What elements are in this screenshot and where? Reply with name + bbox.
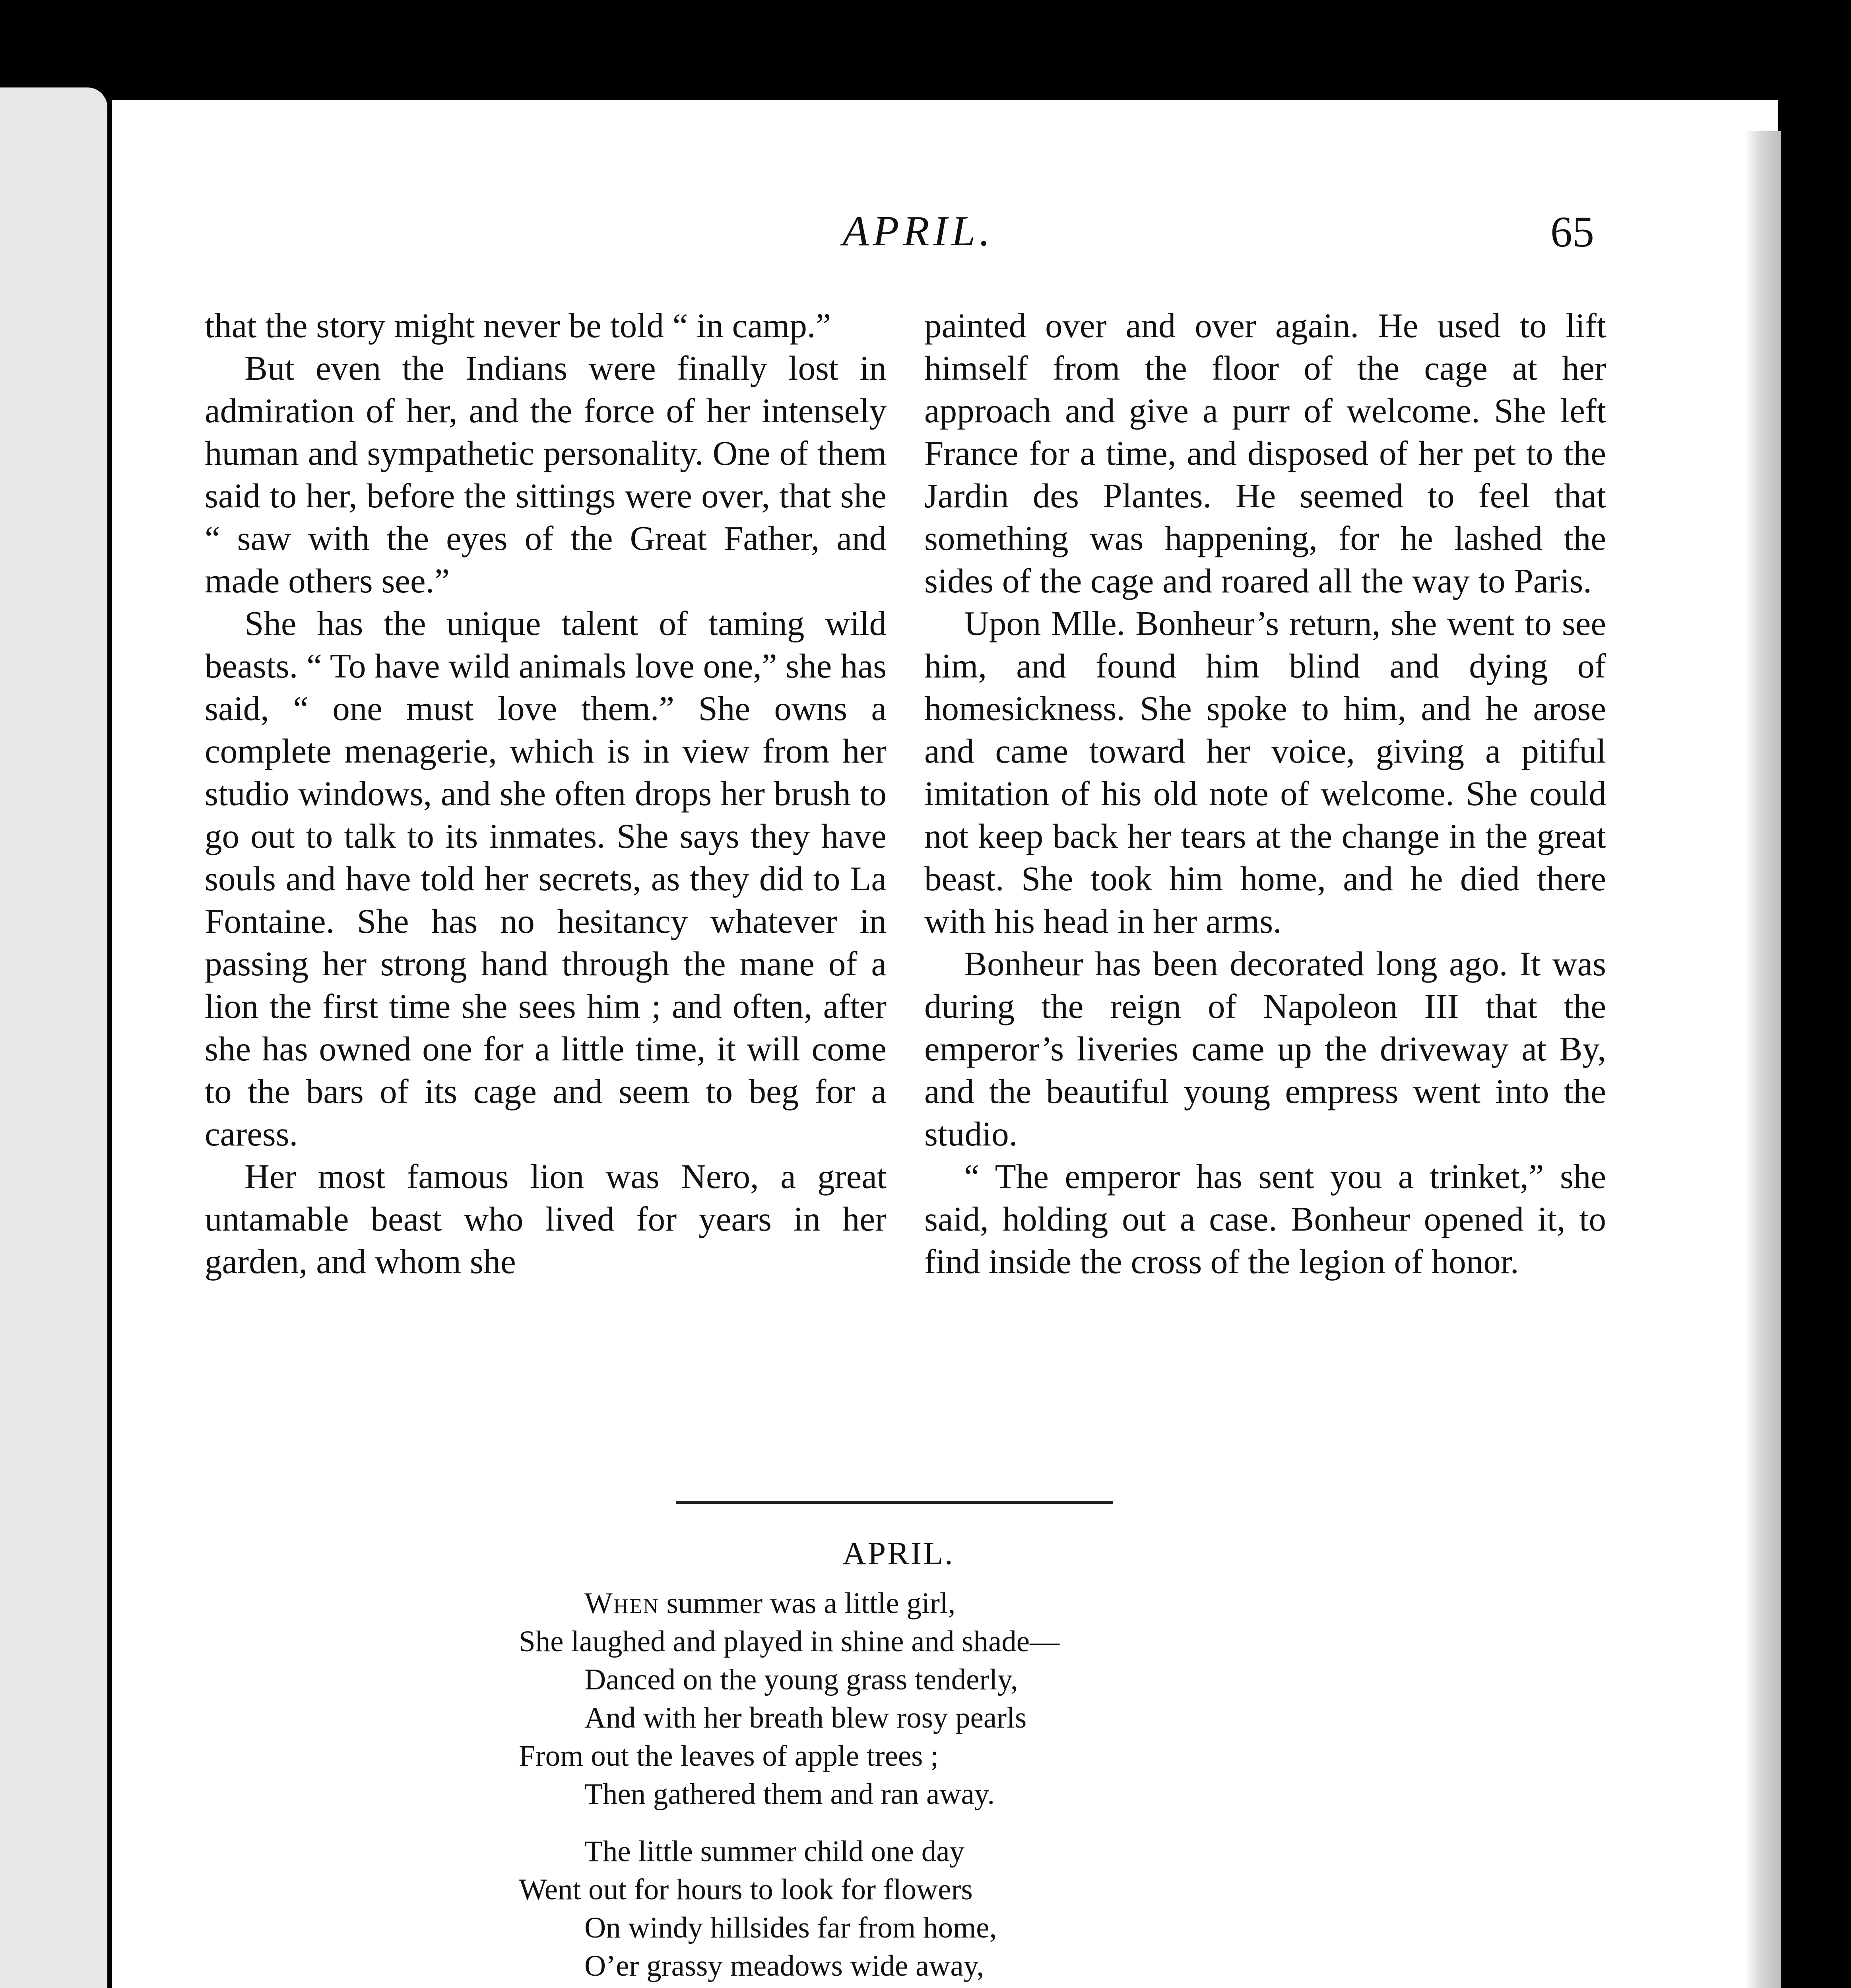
facing-page-edge (0, 87, 107, 1988)
paragraph: Her most famous lion was Nero, a great untamable beast who lived for years in her garden, and whom she (205, 1157, 887, 1281)
article-column-right (924, 304, 1606, 1283)
poem-stanza (519, 1833, 1314, 1988)
poem-line: The little summer child one day (584, 1835, 964, 1868)
section-divider (676, 1501, 1113, 1504)
poem-line (519, 1985, 1314, 1988)
running-head: APRIL. (842, 208, 994, 255)
poem-line: Then gathered them and ran away. (584, 1778, 995, 1811)
paragraph: that the story might never be told “ in camp.” (205, 306, 831, 345)
poem-line: Danced on the young grass tenderly, (584, 1663, 1018, 1696)
poem-line: From out the leaves of apple trees ; (519, 1740, 939, 1773)
paragraph: But even the Indians were finally lost in admiration of her, and the force of her intensely human and sympathetic personality. One of them said to her, before the sittings were over, that she “ saw with the eyes of the Great Father, and made others see.” (205, 349, 887, 600)
poem-first-word: When (584, 1587, 659, 1620)
poem-title: APRIL. (842, 1535, 955, 1571)
page-shadow-edge (1745, 131, 1781, 1988)
article-column-left (205, 304, 887, 1283)
poem-line: Went out for hours to look for flowers (519, 1873, 973, 1906)
paragraph: Bonheur has been decorated long ago. It was during the reign of Napoleon III that the emperor’s liveries came up the driveway at By, and the beautiful young empress went into the studio. (924, 944, 1606, 1153)
poem-line: O’er grassy meadows wide away, (584, 1949, 984, 1982)
poem-line: And with her breath blew rosy pearls (584, 1701, 1027, 1734)
poem-body (519, 1584, 1314, 1988)
paragraph: “ The emperor has sent you a trinket,” she said, holding out a case. Bonheur opened it, to find inside the cross of the legion of honor. (924, 1157, 1606, 1281)
poem-line: On windy hillsides far from home, (584, 1911, 997, 1944)
poem-line: She laughed and played in shine and shade— (519, 1625, 1060, 1658)
paragraph: painted over and over again. He used to lift himself from the floor of the cage at her approach and give a purr of welcome. She left France for a time, and disposed of her pet to the Jardin des Plantes. He seemed to feel that something was happening, for he lashed the sides of the cage and roared all the way to Paris. (924, 306, 1606, 600)
paragraph: She has the unique talent of taming wild beasts. “ To have wild animals love one,” she has said, “ one must love them.” She owns a complete menagerie, which is in view from her studio windows, and she often drops her brush to go out to talk to its inmates. She says they have souls and have told her secrets, as they did to La Fontaine. She has no hesitancy whatever in passing her strong hand through the mane of a lion the first time she sees him ; and often, after she has owned one for a little time, it will come to the bars of its cage and seem to beg for a caress. (205, 604, 887, 1153)
poem-line-text: summer was a little girl, (659, 1587, 956, 1620)
poem-stanza (519, 1584, 1314, 1813)
poem-line (519, 1584, 1314, 1623)
page-number: 65 (1550, 208, 1594, 256)
paragraph: Upon Mlle. Bonheur’s return, she went to see him, and found him blind and dying of homesickness. She spoke to him, and he arose and came toward her voice, giving a pitiful imitation of his old note of welcome. She could not keep back her tears at the change in the great beast. She took him home, and he died there with his head in her arms. (924, 604, 1606, 940)
